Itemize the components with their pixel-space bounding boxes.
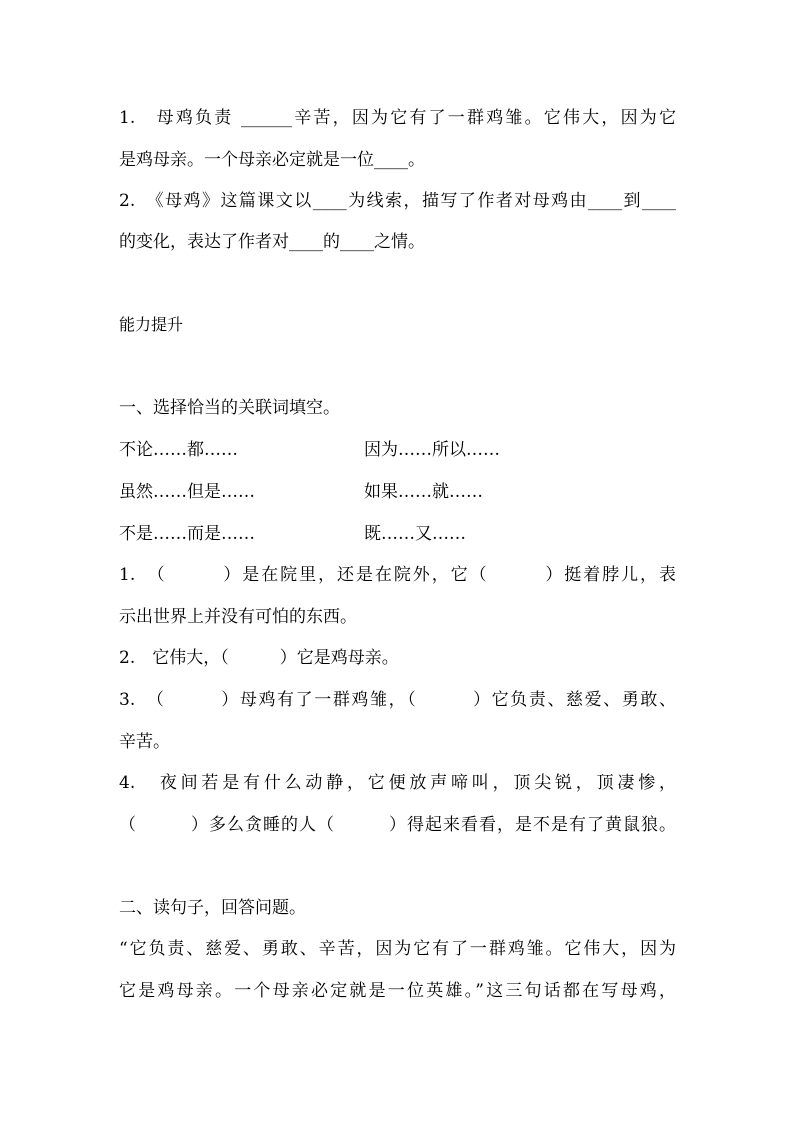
conjunction-option: 因为……所以…… (364, 440, 500, 460)
part1-question-1-line-2: 示出世界上并没有可怕的东西。 (119, 607, 357, 627)
conjunction-option: 不是……而是…… (119, 524, 255, 544)
conjunction-option: 不论……都…… (119, 440, 238, 460)
part1-question-3-line-1: 3. （ ）母鸡有了一群鸡雏，（ ）它负责、慈爱、勇敢、 (119, 690, 676, 710)
blank-question-1-line-2: 是鸡母亲。一个母亲必定就是一位____。 (119, 150, 425, 170)
part1-question-3-line-2: 辛苦。 (119, 732, 170, 752)
conjunction-option: 虽然……但是…… (119, 482, 255, 502)
blank-question-2-line-2: 的变化，表达了作者对____的____之情。 (119, 232, 425, 252)
conjunction-option: 既……又…… (364, 524, 466, 544)
part1-question-4-line-2: （ ）多么贪睡的人（ ）得起来看看，是不是有了黄鼠狼。 (119, 815, 676, 835)
part1-question-2: 2. 它伟大，（ ）它是鸡母亲。 (119, 648, 399, 668)
part2-passage-line-2: 它是鸡母亲。一个母亲必定就是一位英雄。”这三句话都在写母鸡， (119, 981, 676, 1001)
part2-passage-line-1: “它负责、慈爱、勇敢、辛苦，因为它有了一群鸡雏。它伟大，因为 (119, 939, 676, 959)
part1-heading: 一、选择恰当的关联词填空。 (119, 398, 340, 418)
part1-question-4-line-1: 4. 夜间若是有什么动静，它便放声啼叫，顶尖锐，顶凄惨， (119, 773, 676, 793)
conjunction-option: 如果……就…… (364, 482, 483, 502)
blank-question-1-line-1: 1. 母鸡负责 ______辛苦，因为它有了一群鸡雏。它伟大，因为它 (119, 108, 676, 128)
blank-question-2-line-1: 2. 《母鸡》这篇课文以____为线索，描写了作者对母鸡由____到____ (119, 191, 676, 211)
section-title: 能力提升 (119, 315, 184, 334)
part2-heading: 二、读句子，回答问题。 (119, 898, 306, 918)
part1-question-1-line-1: 1. （ ）是在院里，还是在院外，它（ ）挺着脖儿，表 (119, 565, 676, 585)
